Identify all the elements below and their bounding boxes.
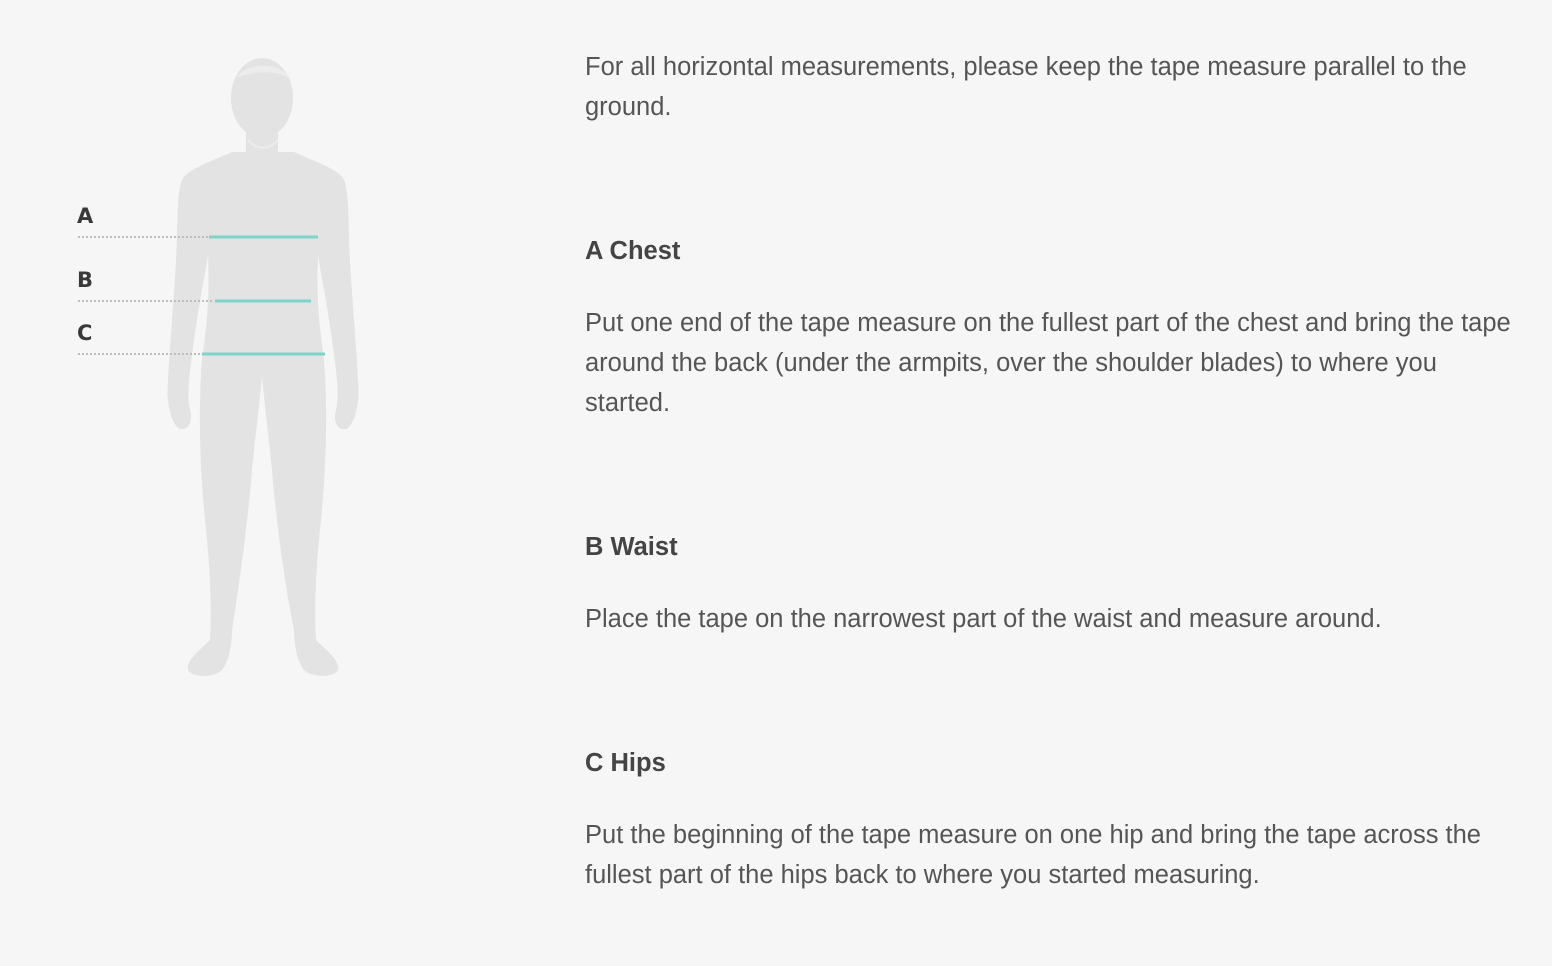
label-c: C xyxy=(77,321,93,345)
human-silhouette-icon xyxy=(167,58,358,676)
hips-text: Put the beginning of the tape measure on one hip and bring the tape across the fullest part of the hips back to where you started measuring. xyxy=(585,821,1481,889)
body-measurement-figure xyxy=(0,0,560,720)
hips-title: C Hips xyxy=(585,749,666,777)
body-silhouette-illustration xyxy=(0,0,560,720)
waist-title: B Waist xyxy=(585,533,678,561)
chest-text: Put one end of the tape measure on the fullest part of the chest and bring the tape around the back (under the armpits, over the shoulder blades) to where you started. xyxy=(585,309,1511,417)
chest-title: A Chest xyxy=(585,237,681,265)
intro-text: For all horizontal measurements, please keep the tape measure parallel to the ground. xyxy=(585,53,1467,121)
label-a: A xyxy=(77,204,94,228)
label-b: B xyxy=(77,268,94,292)
waist-text: Place the tape on the narrowest part of the waist and measure around. xyxy=(585,605,1382,633)
